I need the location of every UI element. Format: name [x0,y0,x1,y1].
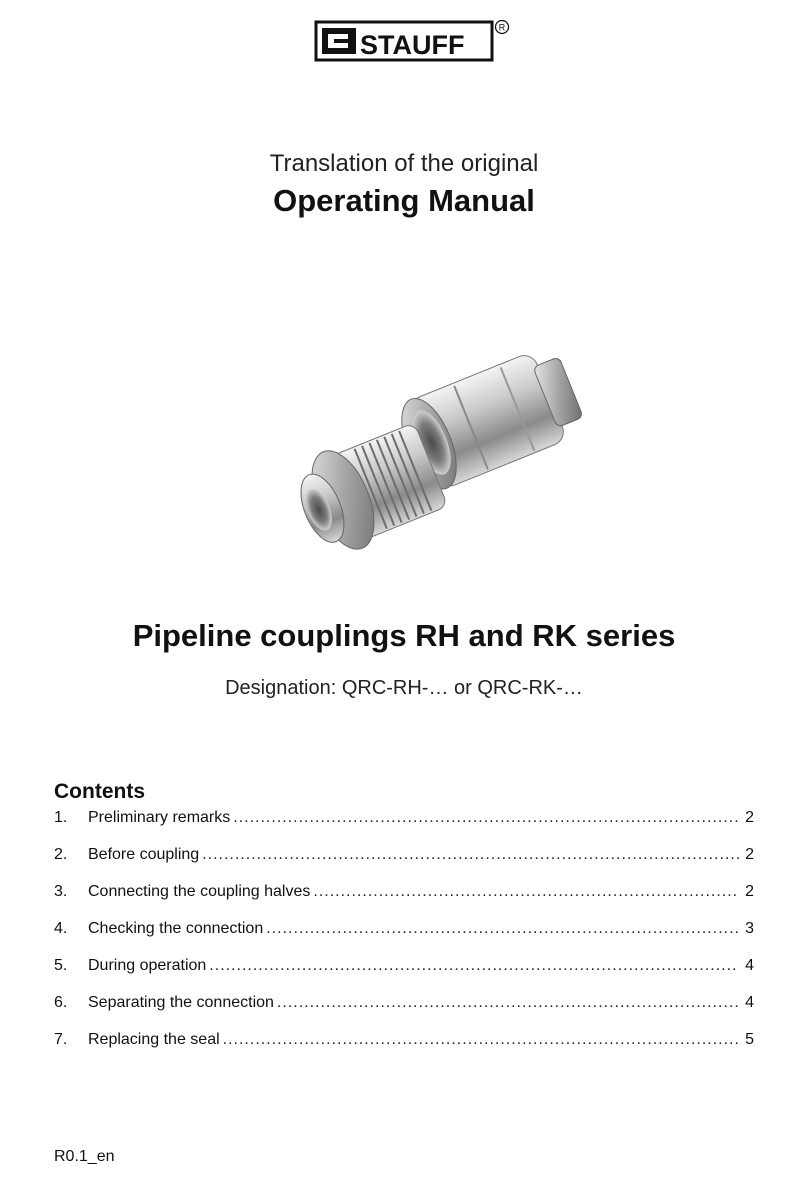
toc-page: 5 [745,1031,754,1048]
table-of-contents [54,806,754,1065]
toc-page: 2 [745,846,754,863]
toc-leader [266,917,739,941]
toc-leader [313,880,739,904]
toc-leader [202,843,739,867]
toc-page: 2 [745,883,754,900]
toc-number: 2. [54,846,68,863]
toc-page: 3 [745,920,754,937]
contents-heading: Contents [54,780,145,803]
toc-page: 4 [745,994,754,1011]
toc-entry-before-coupling[interactable] [54,843,754,880]
product-title: Pipeline couplings RH and RK series [132,618,676,653]
toc-entry-checking-connection[interactable] [54,917,754,954]
toc-page: 2 [745,809,754,826]
document-title: Operating Manual [273,183,535,218]
toc-leader [223,1028,739,1052]
toc-entry-replacing-seal[interactable] [54,1028,754,1065]
toc-label: During operation [88,957,207,974]
toc-label: Connecting the coupling halves [88,883,311,900]
toc-number: 6. [54,994,68,1011]
toc-page: 4 [745,957,754,974]
svg-text:R: R [498,22,506,33]
toc-number: 5. [54,957,68,974]
coupling-product-photo [270,335,590,560]
toc-leader [233,806,739,830]
toc-number: 3. [54,883,68,900]
toc-label: Replacing the seal [88,1031,220,1048]
toc-number: 1. [54,809,68,826]
toc-label: Checking the connection [88,920,264,937]
toc-entry-separating-connection[interactable] [54,991,754,1028]
toc-entry-during-operation[interactable] [54,954,754,991]
translation-subtitle: Translation of the original [269,150,539,177]
toc-number: 7. [54,1031,68,1048]
revision-code: R0.1_en [54,1148,115,1165]
toc-label: Before coupling [88,846,200,863]
toc-entry-preliminary-remarks[interactable] [54,806,754,843]
logo-text: STAUFF [360,30,465,60]
toc-label: Preliminary remarks [88,809,231,826]
toc-leader [277,991,739,1015]
toc-entry-connecting-halves[interactable] [54,880,754,917]
toc-number: 4. [54,920,68,937]
toc-leader [209,954,739,978]
stauff-logo [314,18,510,64]
product-designation: Designation: QRC-RH-… or QRC-RK-… [225,677,583,699]
toc-label: Separating the connection [88,994,274,1011]
